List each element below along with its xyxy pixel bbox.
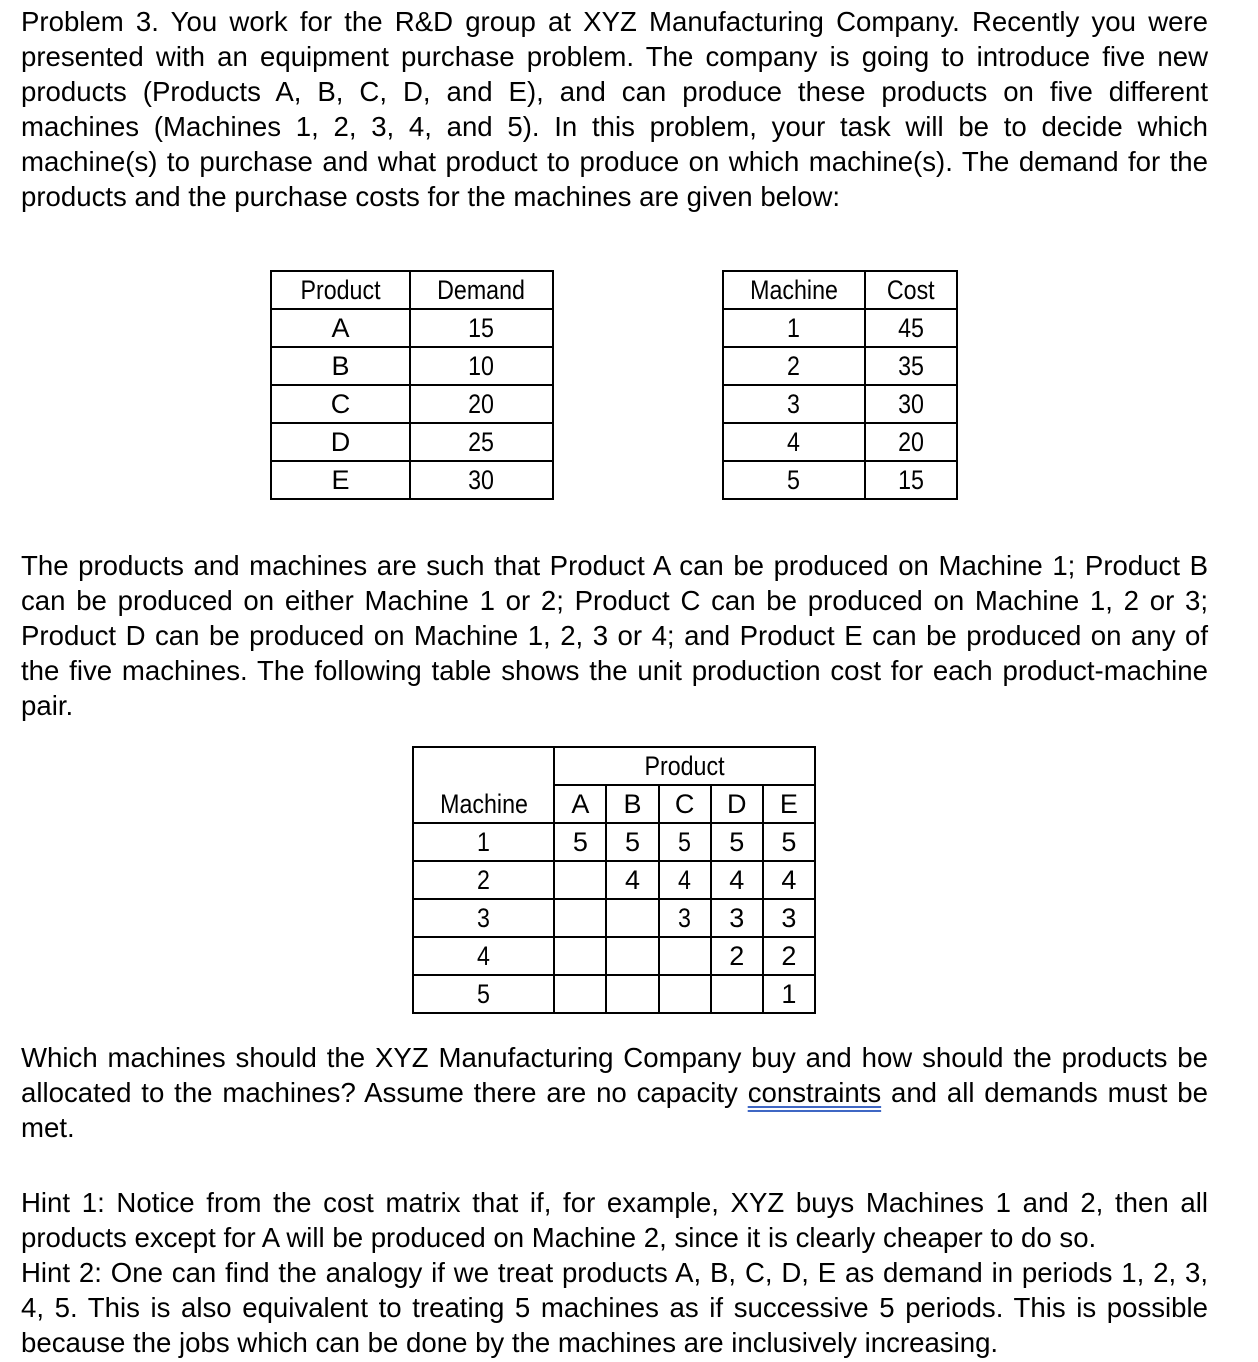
- table-row: [271, 385, 553, 423]
- product-header-e: E: [763, 785, 815, 823]
- unit-cost-cell: [554, 899, 606, 937]
- problem-intro: Problem 3. You work for the R&D group at XYZ Manufacturing Company. Recently you were presented with an equipment purchase problem. The company is going to introduce five new products (Products A, B, C, D, and E), and can produce these products on five different machines (Machines 1, 2, 3, 4, and 5). In this problem, your task will be to decide which machine(s) to purchase and what product to produce on which machine(s). The demand for the products and the purchase costs for the machines are given below:: [21, 6, 1208, 212]
- column-header-cost: Cost: [865, 271, 957, 309]
- machine-cell: 1: [723, 309, 865, 347]
- product-header-c: C: [659, 785, 711, 823]
- product-cell: E: [271, 461, 410, 499]
- matrix-header-row: [413, 785, 815, 823]
- machine-label-cell: 4: [413, 937, 554, 975]
- unit-cost-cell: 3: [711, 899, 763, 937]
- question-paragraph: [21, 1040, 1208, 1145]
- machine-cell: 3: [723, 385, 865, 423]
- table-header-row: [723, 271, 957, 309]
- unit-cost-cell: 4: [711, 861, 763, 899]
- matrix-row: [413, 861, 815, 899]
- demand-cell: 15: [410, 309, 553, 347]
- unit-cost-cell: 2: [763, 937, 815, 975]
- unit-cost-cell: 1: [763, 975, 815, 1013]
- machine-cost-table: [722, 270, 958, 500]
- unit-cost-cell: [554, 937, 606, 975]
- table-row: [723, 347, 957, 385]
- table-header-row: [271, 271, 553, 309]
- matrix-group-header-row: [413, 747, 815, 785]
- cost-cell: 30: [865, 385, 957, 423]
- unit-cost-cell: 2: [711, 937, 763, 975]
- table-row: [723, 423, 957, 461]
- table-row: [723, 309, 957, 347]
- production-paragraph: The products and machines are such that Product A can be produced on Machine 1; Product B can be produced on either Machine 1 or 2; Product C can be produced on Machine 1, 2 or 3; Product D can be produced on Machine 1, 2, 3 or 4; and Product E can be produced on any of the five machines. The following table shows the unit production cost for each product-machine pair.: [21, 550, 1208, 721]
- unit-cost-cell: [606, 899, 658, 937]
- hint-2: Hint 2: One can find the analogy if we treat products A, B, C, D, E as demand in periods 1, 2, 3, 4, 5. This is also equivalent to treating 5 machines as if successive 5 periods. This is possible because the jobs which can be done by the machines are inclusively increasing.: [21, 1257, 1208, 1358]
- machine-cell: 2: [723, 347, 865, 385]
- table-row: [271, 309, 553, 347]
- machine-label-cell: 3: [413, 899, 554, 937]
- cost-cell: 45: [865, 309, 957, 347]
- spellcheck-flagged-word: constraints: [747, 1077, 882, 1108]
- unit-cost-cell: 5: [659, 823, 711, 861]
- product-cell: A: [271, 309, 410, 347]
- demand-table: [270, 270, 554, 500]
- product-cell: C: [271, 385, 410, 423]
- column-header-demand: Demand: [410, 271, 553, 309]
- unit-cost-cell: 3: [659, 899, 711, 937]
- unit-cost-cell: 3: [763, 899, 815, 937]
- demand-cell: 25: [410, 423, 553, 461]
- unit-cost-cell: [711, 975, 763, 1013]
- unit-cost-cell: [606, 975, 658, 1013]
- unit-cost-cell: [659, 937, 711, 975]
- question-text-start: Which machines should the XYZ Manufacturing Company buy and how should the products be allocated to the machines? Assume there are no capacity: [21, 1042, 1208, 1108]
- matrix-row: [413, 975, 815, 1013]
- product-header-b: B: [606, 785, 658, 823]
- product-group-header: Product: [554, 747, 815, 785]
- demand-cell: 30: [410, 461, 553, 499]
- product-cell: B: [271, 347, 410, 385]
- table-row: [723, 461, 957, 499]
- cost-cell: 15: [865, 461, 957, 499]
- column-header-machine: Machine: [723, 271, 865, 309]
- machine-row-header: Machine: [413, 785, 554, 823]
- product-header-a: A: [554, 785, 606, 823]
- matrix-row: [413, 823, 815, 861]
- unit-cost-cell: 5: [711, 823, 763, 861]
- unit-cost-cell: 4: [763, 861, 815, 899]
- cost-cell: 20: [865, 423, 957, 461]
- matrix-corner-cell: [413, 747, 554, 785]
- unit-cost-matrix: [412, 746, 816, 1014]
- table-row: [271, 347, 553, 385]
- cost-cell: 35: [865, 347, 957, 385]
- matrix-row: [413, 937, 815, 975]
- hint-1: Hint 1: Notice from the cost matrix that if, for example, XYZ buys Machines 1 and 2, then all products except for A will be produced on Machine 2, since it is clearly cheaper to do so.: [21, 1187, 1208, 1253]
- unit-cost-cell: [554, 975, 606, 1013]
- unit-cost-cell: [659, 975, 711, 1013]
- unit-cost-cell: 4: [659, 861, 711, 899]
- unit-cost-cell: 5: [606, 823, 658, 861]
- machine-label-cell: 2: [413, 861, 554, 899]
- matrix-row: [413, 899, 815, 937]
- product-header-d: D: [711, 785, 763, 823]
- product-cell: D: [271, 423, 410, 461]
- table-row: [271, 423, 553, 461]
- machine-cell: 4: [723, 423, 865, 461]
- unit-cost-cell: 5: [763, 823, 815, 861]
- unit-cost-cell: [554, 861, 606, 899]
- machine-cell: 5: [723, 461, 865, 499]
- unit-cost-cell: 4: [606, 861, 658, 899]
- question-text-end: and all demands must be met.: [21, 1077, 1208, 1143]
- unit-cost-cell: 5: [554, 823, 606, 861]
- table-row: [271, 461, 553, 499]
- demand-cell: 10: [410, 347, 553, 385]
- unit-cost-cell: [606, 937, 658, 975]
- machine-label-cell: 1: [413, 823, 554, 861]
- column-header-product: Product: [271, 271, 410, 309]
- demand-cell: 20: [410, 385, 553, 423]
- hints-block: [21, 1185, 1208, 1360]
- machine-label-cell: 5: [413, 975, 554, 1013]
- table-row: [723, 385, 957, 423]
